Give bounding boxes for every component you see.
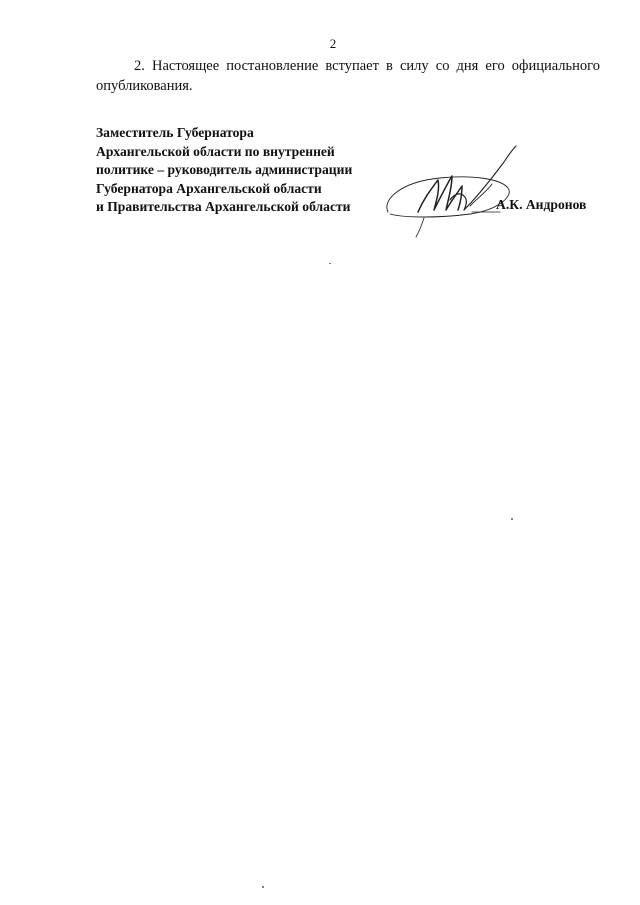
signatory-title-line-5: и Правительства Архангельской области xyxy=(96,199,351,214)
signatory-title xyxy=(96,124,396,217)
scan-speck xyxy=(511,518,513,520)
scan-speck xyxy=(262,886,264,888)
paragraph-text: 2. Настоящее постановление вступает в силу со дня его официального опубликования. xyxy=(96,58,600,94)
scan-speck xyxy=(329,263,331,264)
body-paragraph xyxy=(96,56,600,96)
handwritten-signature-icon xyxy=(380,140,540,240)
signatory-title-line-3: политике – руководитель администрации xyxy=(96,162,353,177)
signatory-title-line-4: Губернатора Архангельской области xyxy=(96,180,322,196)
signatory-name: А.К. Андронов xyxy=(496,197,587,212)
signatory-title-line-1: Заместитель Губернатора xyxy=(96,125,254,140)
signatory-title-line-2: Архангельской области по внутренней xyxy=(96,143,335,159)
page-number: 2 xyxy=(329,36,337,51)
